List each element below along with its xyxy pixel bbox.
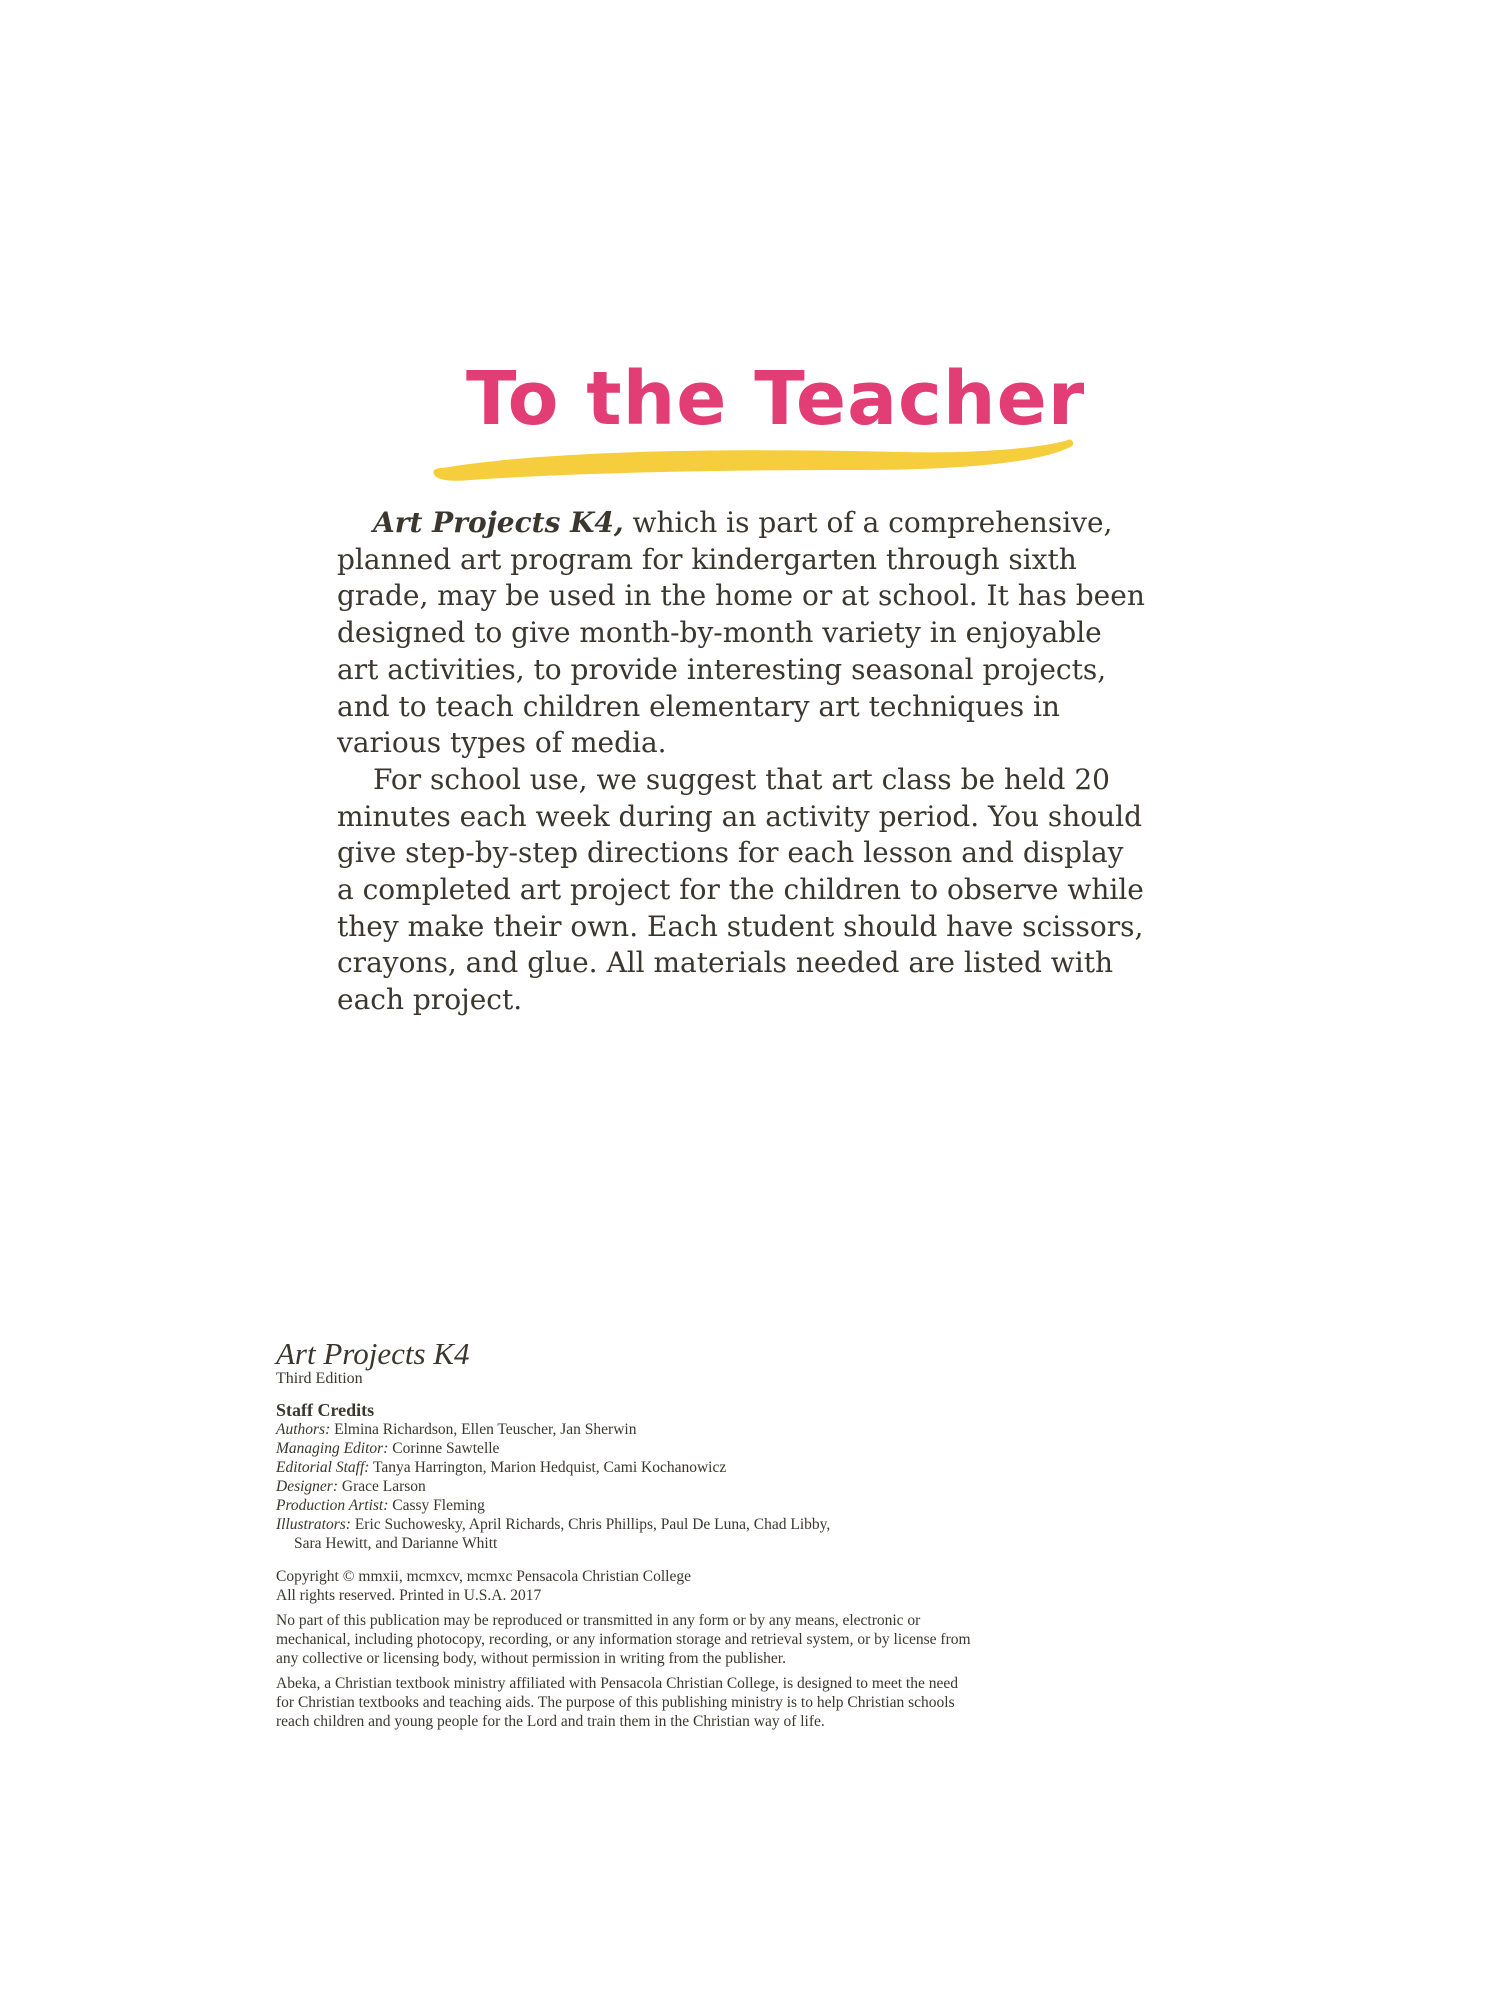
rights-notice: No part of this publication may be reproduced or transmitted in any form or by any means, electronic or mechanical, including photocopy, recording, or any information storage and retrieval system, or by license from any collective or licensing body, without permission in writing from the publisher. [276,1612,971,1667]
credit-names: Grace Larson [341,1478,426,1495]
credit-designer [276,1477,976,1496]
colophon-title: Art Projects K4 [276,1336,470,1371]
intro-paragraph-1-text: which is part of a comprehensive, planned art program for kindergarten through sixth grade, may be used in the home or at school. It has been designed to give month-by-month variety in enjoyable art activities, to provide interesting seasonal projects, and to teach children elementary art techniques in various types of media. [337,506,1145,760]
ministry-notice: Abeka, a Christian textbook ministry affiliated with Pensacola Christian College, is designed to meet the need for Christian textbooks and teaching aids. The purpose of this publishing ministry is to help Christian schools reach children and young people for the Lord and train them in the Christian way of life. [276,1675,958,1730]
credit-role: Editorial Staff: [276,1459,370,1476]
credit-authors [276,1420,976,1439]
staff-credits-heading: Staff Credits [276,1400,375,1420]
credit-editorial-staff [276,1458,976,1477]
copyright-line-1: Copyright © mmxii, mcmxcv, mcmxc Pensacola Christian College [276,1568,691,1585]
intro-paragraph-2: For school use, we suggest that art class be held 20 minutes each week during an activity period. You should give step-by-step directions for each lesson and display a completed art project for the children to observe while they make their own. Each student should have scissors, crayons, and glue. All materials needed are listed with each project. [337,762,1144,1017]
copyright-line-2: All rights reserved. Printed in U.S.A. 2017 [276,1587,542,1604]
page-title: To the Teacher [466,356,1086,442]
credit-names: Eric Suchowesky, April Richards, Chris Phillips, Paul De Luna, Chad Libby, [354,1516,831,1533]
credit-role: Designer: [276,1478,338,1495]
credit-names: Tanya Harrington, Marion Hedquist, Cami Kochanowicz [373,1459,727,1476]
credit-names-continued: Sara Hewitt, and Darianne Whitt [294,1535,498,1552]
credit-production-artist [276,1496,976,1515]
book-title-inline: Art Projects K4, [373,506,624,539]
credit-role: Illustrators: [276,1516,351,1533]
credit-role: Authors: [276,1421,331,1438]
intro-paragraph-1 [337,505,1147,762]
credit-names: Elmina Richardson, Ellen Teuscher, Jan Sherwin [334,1421,637,1438]
credit-names: Cassy Fleming [392,1497,485,1514]
credit-names: Corinne Sawtelle [392,1440,500,1457]
colophon [276,1338,976,1731]
credit-illustrators [276,1515,976,1553]
credit-role: Managing Editor: [276,1440,389,1457]
heading-block [430,350,1086,490]
copyright-notice [276,1567,976,1605]
credit-role: Production Artist: [276,1497,389,1514]
intro-text [337,505,1147,1019]
credit-managing-editor [276,1439,976,1458]
edition: Third Edition [276,1370,363,1387]
